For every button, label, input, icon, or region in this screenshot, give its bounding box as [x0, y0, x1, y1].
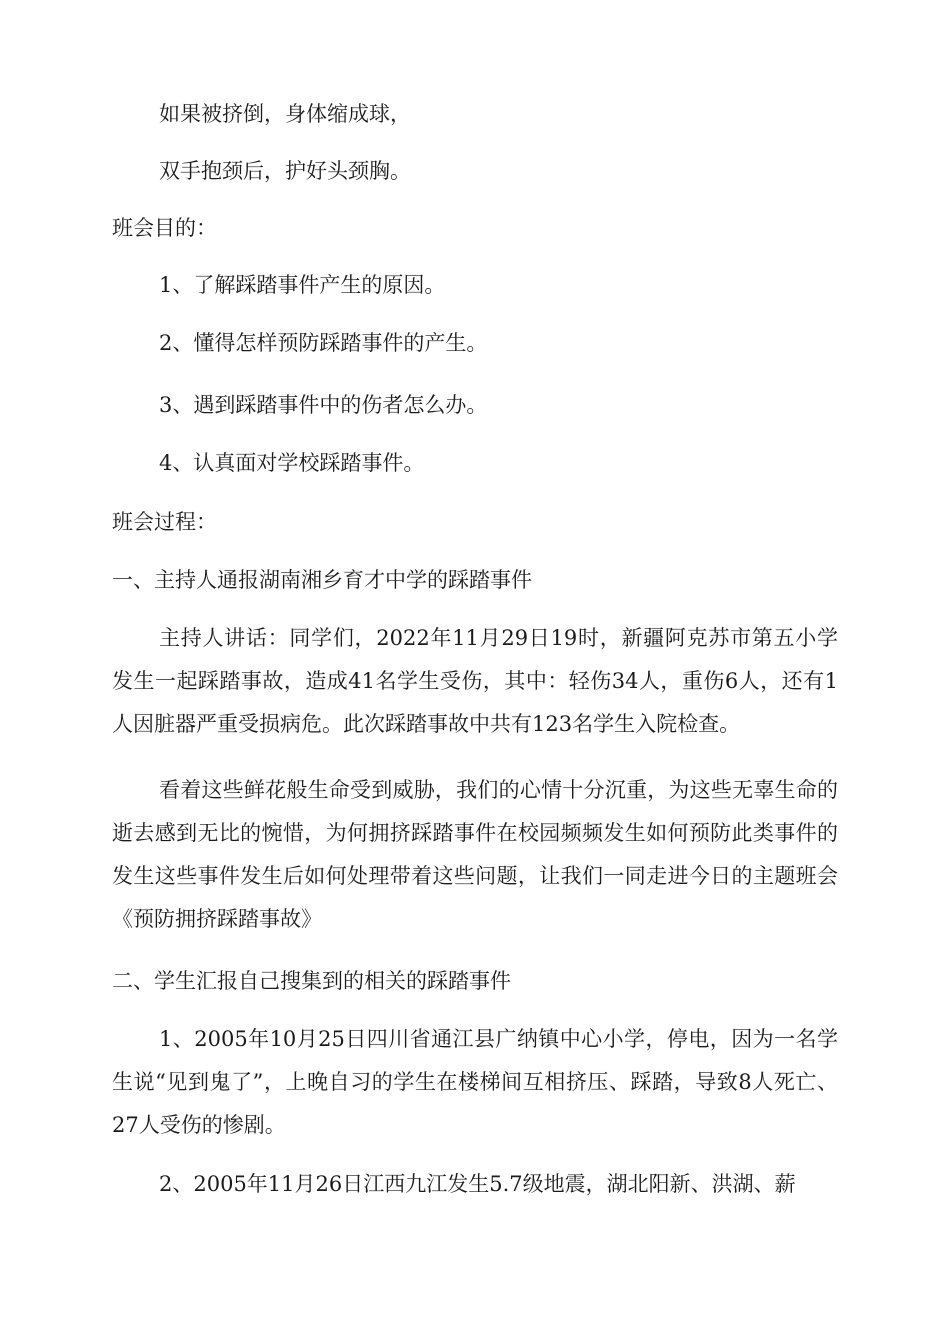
purpose-item-2: 2、懂得怎样预防踩踏事件的产生。	[159, 331, 488, 355]
heading-purpose: 班会目的：	[112, 216, 217, 240]
incident-item-1: 1、2005年10月25日四川省通江县广纳镇中心小学，停电，因为一名学生说“见到鬼了”，上晚自习的学生在楼梯间互相挤压、踩踏，导致8人死亡、27人受伤的惨剧。	[112, 1027, 838, 1137]
incident-item-2: 2、2005年11月26日江西九江发生5.7级地震，湖北阳新、洪湖、薪	[159, 1172, 796, 1196]
purpose-item-4: 4、认真面对学校踩踏事件。	[159, 451, 425, 475]
heading-process: 班会过程：	[112, 510, 217, 534]
reflection-paragraph: 看着这些鲜花般生命受到威胁，我们的心情十分沉重，为这些无辜生命的逝去感到无比的惋惜，为何拥挤踩踏事件在校园频频发生如何预防此类事件的发生这些事件发生后如何处理带着这些问题，让我们一同走进今日的主题班会《预防拥挤踩踏事故》	[112, 778, 838, 931]
purpose-item-1: 1、了解踩踏事件产生的原因。	[159, 273, 446, 297]
purpose-item-3: 3、遇到踩踏事件中的伤者怎么办。	[159, 393, 488, 417]
section-2-heading: 二、学生汇报自己搜集到的相关的踩踏事件	[112, 969, 511, 993]
verse-line-1: 如果被挤倒，身体缩成球，	[159, 102, 411, 126]
host-speech-paragraph: 主持人讲话：同学们，2022年11月29日19时，新疆阿克苏市第五小学发生一起踩踏事故，造成41名学生受伤，其中：轻伤34人，重伤6人，还有1人因脏器严重受损病危。此次踩踏事故中共有123名学生入院检查。	[112, 626, 838, 736]
verse-line-2: 双手抱颈后，护好头颈胸。	[159, 159, 411, 183]
section-1-heading: 一、主持人通报湖南湘乡育才中学的踩踏事件	[112, 568, 532, 592]
